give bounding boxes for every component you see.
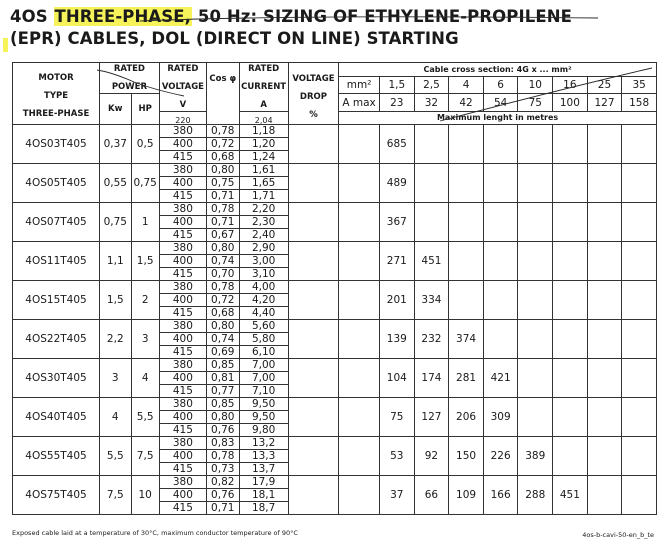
max-length-value: 421 xyxy=(483,359,518,398)
power-kw: 7,5 xyxy=(100,476,131,515)
power-hp: 5,5 xyxy=(131,398,159,437)
max-length-value xyxy=(587,242,622,281)
section-size-3: 6 xyxy=(483,77,518,94)
current-value: 18,1 xyxy=(239,489,288,502)
power-kw: 0,75 xyxy=(100,203,131,242)
max-length-value xyxy=(483,203,518,242)
max-length-value: 109 xyxy=(449,476,484,515)
voltage-value: 400 xyxy=(159,411,206,424)
max-length-value xyxy=(553,437,588,476)
voltage-drop-value xyxy=(288,281,338,320)
motor-type: 4OS07T405 xyxy=(13,203,100,242)
max-length-value xyxy=(518,242,553,281)
voltage-value: 400 xyxy=(159,333,206,346)
voltage-drop-value xyxy=(288,398,338,437)
max-length-value xyxy=(553,164,588,203)
max-length-value xyxy=(622,398,657,437)
cable-sizing-table xyxy=(12,62,657,515)
motor-type: 4OS03T405 xyxy=(13,125,100,164)
rated-label: RATED xyxy=(167,64,199,74)
three-phase-label: THREE-PHASE xyxy=(22,108,90,119)
max-length-value xyxy=(587,203,622,242)
header-max-length: Maximum lenght in metres xyxy=(339,112,657,125)
highlighter-mark xyxy=(3,38,8,52)
max-length-value xyxy=(449,164,484,203)
header-row xyxy=(13,63,657,77)
table-row xyxy=(13,281,657,294)
max-length-value: 489 xyxy=(380,164,415,203)
table-row xyxy=(13,125,657,138)
current-value: 9,50 xyxy=(239,398,288,411)
max-length-value xyxy=(622,242,657,281)
header-amax: A max xyxy=(339,94,380,112)
cos-value: 0,75 xyxy=(207,177,240,190)
max-length-value xyxy=(587,437,622,476)
max-length-value xyxy=(587,320,622,359)
max-length-value xyxy=(622,281,657,320)
motor-type: 4OS30T405 xyxy=(13,359,100,398)
max-length-value xyxy=(587,125,622,164)
cos-value: 0,78 xyxy=(207,450,240,463)
current-value: 2,90 xyxy=(239,242,288,255)
spacer-cell xyxy=(339,476,380,515)
rated-label: RATED xyxy=(248,64,280,74)
max-length-value xyxy=(587,398,622,437)
current-value: 9,80 xyxy=(239,424,288,437)
voltage-value: 400 xyxy=(159,294,206,307)
current-value: 1,20 xyxy=(239,138,288,151)
voltage-value: 400 xyxy=(159,177,206,190)
voltage-value: 380 xyxy=(159,359,206,372)
current-value: 2,30 xyxy=(239,216,288,229)
max-length-value xyxy=(449,203,484,242)
voltage-value: 415 xyxy=(159,385,206,398)
max-length-value xyxy=(622,437,657,476)
max-length-value xyxy=(587,281,622,320)
voltage-value: 415 xyxy=(159,463,206,476)
current-value: 5,80 xyxy=(239,333,288,346)
spacer-cell xyxy=(339,281,380,320)
current-value: 3,10 xyxy=(239,268,288,281)
max-length-value xyxy=(518,320,553,359)
power-kw: 4 xyxy=(100,398,131,437)
voltage-value: 380 xyxy=(159,242,206,255)
max-length-value xyxy=(414,164,449,203)
power-kw: 3 xyxy=(100,359,131,398)
max-length-value: 104 xyxy=(380,359,415,398)
motor-type: 4OS75T405 xyxy=(13,476,100,515)
voltage-value: 415 xyxy=(159,190,206,203)
amax-value-2: 42 xyxy=(449,94,484,112)
max-length-value xyxy=(587,476,622,515)
table-row xyxy=(13,164,657,177)
document-code: 4os-b-cavi-50-en_b_te xyxy=(582,531,654,539)
max-length-value xyxy=(553,242,588,281)
current-value: 1,24 xyxy=(239,151,288,164)
max-length-value: 374 xyxy=(449,320,484,359)
header-voltage-drop xyxy=(288,63,338,125)
current-value: 7,10 xyxy=(239,385,288,398)
current-value: 2,20 xyxy=(239,203,288,216)
cos-value: 0,81 xyxy=(207,372,240,385)
header-rated-current xyxy=(239,63,288,112)
voltage-value: 380 xyxy=(159,320,206,333)
cos-value: 0,72 xyxy=(207,294,240,307)
current-value: 4,40 xyxy=(239,307,288,320)
max-length-value xyxy=(622,476,657,515)
voltage-value: 415 xyxy=(159,151,206,164)
voltage-value: 400 xyxy=(159,450,206,463)
cos-value: 0,80 xyxy=(207,242,240,255)
max-length-value xyxy=(553,359,588,398)
header-motor-type xyxy=(13,63,100,125)
max-length-value: 281 xyxy=(449,359,484,398)
max-length-value xyxy=(449,125,484,164)
section-size-0: 1,5 xyxy=(380,77,415,94)
power-label: POWER xyxy=(111,82,148,92)
cos-value: 0,69 xyxy=(207,346,240,359)
current-value: 1,61 xyxy=(239,164,288,177)
power-kw: 0,37 xyxy=(100,125,131,164)
cos-value: 0,71 xyxy=(207,190,240,203)
max-length-value xyxy=(518,125,553,164)
title-line-1: 4OS THREE-PHASE, 50 Hz: SIZING OF ETHYLENE-PROPILENE xyxy=(10,7,573,26)
header-cos-phi: Cos φ xyxy=(207,63,240,125)
max-length-value xyxy=(483,164,518,203)
voltage-value: 415 xyxy=(159,229,206,242)
rated-label: RATED xyxy=(113,64,145,74)
max-length-value: 389 xyxy=(518,437,553,476)
max-length-value: 309 xyxy=(483,398,518,437)
voltage-drop-value xyxy=(288,125,338,164)
max-length-value xyxy=(518,398,553,437)
current-value: 7,00 xyxy=(239,359,288,372)
voltage-value: 380 xyxy=(159,437,206,450)
voltage-value: 400 xyxy=(159,138,206,151)
table-row xyxy=(13,203,657,216)
max-length-value: 451 xyxy=(553,476,588,515)
power-hp: 10 xyxy=(131,476,159,515)
max-length-value xyxy=(622,164,657,203)
current-value: 6,10 xyxy=(239,346,288,359)
amax-value-7: 158 xyxy=(622,94,657,112)
amax-value-4: 75 xyxy=(518,94,553,112)
header-mm2: mm² xyxy=(339,77,380,94)
max-length-value xyxy=(518,359,553,398)
amax-value-6: 127 xyxy=(587,94,622,112)
max-length-value xyxy=(587,164,622,203)
max-length-value: 139 xyxy=(380,320,415,359)
section-size-4: 10 xyxy=(518,77,553,94)
max-length-value xyxy=(622,203,657,242)
power-kw: 1,5 xyxy=(100,281,131,320)
power-kw: 5,5 xyxy=(100,437,131,476)
motor-type: 4OS11T405 xyxy=(13,242,100,281)
max-length-value: 37 xyxy=(380,476,415,515)
voltage-drop-value xyxy=(288,476,338,515)
voltage-value: 400 xyxy=(159,216,206,229)
header-rated-voltage xyxy=(159,63,206,112)
section-size-7: 35 xyxy=(622,77,657,94)
spacer-cell xyxy=(339,242,380,281)
table-row xyxy=(13,320,657,333)
amax-value-0: 23 xyxy=(380,94,415,112)
top-current: 2,04 xyxy=(239,112,288,125)
cos-value: 0,78 xyxy=(207,125,240,138)
cos-value: 0,71 xyxy=(207,216,240,229)
title-line-2: (EPR) CABLES, DOL (DIRECT ON LINE) STARTING xyxy=(10,29,459,48)
current-value: 5,60 xyxy=(239,320,288,333)
drop-label: DROP xyxy=(299,92,327,102)
cos-value: 0,68 xyxy=(207,151,240,164)
table-row xyxy=(13,398,657,411)
amax-value-3: 54 xyxy=(483,94,518,112)
power-hp: 1 xyxy=(131,203,159,242)
cos-value: 0,85 xyxy=(207,398,240,411)
voltage-value: 380 xyxy=(159,164,206,177)
cos-value: 0,80 xyxy=(207,164,240,177)
table-body xyxy=(13,63,657,515)
top-voltage: 220 xyxy=(159,112,206,125)
max-length-value xyxy=(449,242,484,281)
max-length-value: 685 xyxy=(380,125,415,164)
current-value: 1,71 xyxy=(239,190,288,203)
voltage-value: 400 xyxy=(159,489,206,502)
table-row xyxy=(13,476,657,489)
header-hp: HP xyxy=(131,94,159,125)
spacer-cell xyxy=(339,125,380,164)
max-length-value xyxy=(483,281,518,320)
voltage-drop-value xyxy=(288,359,338,398)
cos-value: 0,76 xyxy=(207,489,240,502)
spacer-cell xyxy=(339,203,380,242)
voltage-label: VOLTAGE xyxy=(292,74,335,84)
current-value: 2,40 xyxy=(239,229,288,242)
current-value: 13,3 xyxy=(239,450,288,463)
voltage-value: 380 xyxy=(159,476,206,489)
current-value: 7,00 xyxy=(239,372,288,385)
spacer-cell xyxy=(339,164,380,203)
voltage-value: 380 xyxy=(159,281,206,294)
spacer-cell xyxy=(339,437,380,476)
max-length-value: 75 xyxy=(380,398,415,437)
power-kw: 0,55 xyxy=(100,164,131,203)
max-length-value: 66 xyxy=(414,476,449,515)
current-label: CURRENT xyxy=(241,82,287,92)
current-value: 4,00 xyxy=(239,281,288,294)
percent-label: % xyxy=(309,110,318,120)
max-length-value xyxy=(449,281,484,320)
motor-type: 4OS55T405 xyxy=(13,437,100,476)
cos-value: 0,83 xyxy=(207,437,240,450)
cos-value: 0,70 xyxy=(207,268,240,281)
max-length-value xyxy=(553,281,588,320)
max-length-value xyxy=(483,320,518,359)
cos-value: 0,80 xyxy=(207,411,240,424)
power-hp: 0,75 xyxy=(131,164,159,203)
cos-value: 0,73 xyxy=(207,463,240,476)
max-length-value xyxy=(622,125,657,164)
section-size-5: 16 xyxy=(553,77,588,94)
current-value: 13,7 xyxy=(239,463,288,476)
cos-value: 0,78 xyxy=(207,203,240,216)
section-size-6: 25 xyxy=(587,77,622,94)
voltage-label: VOLTAGE xyxy=(161,82,204,92)
max-length-value xyxy=(553,320,588,359)
max-length-value: 174 xyxy=(414,359,449,398)
spacer-cell xyxy=(339,320,380,359)
voltage-value: 400 xyxy=(159,372,206,385)
power-hp: 0,5 xyxy=(131,125,159,164)
max-length-value xyxy=(553,125,588,164)
power-hp: 4 xyxy=(131,359,159,398)
current-value: 13,2 xyxy=(239,437,288,450)
spacer-cell xyxy=(339,359,380,398)
volt-unit: V xyxy=(179,100,187,110)
voltage-value: 415 xyxy=(159,346,206,359)
cos-value: 0,71 xyxy=(207,502,240,515)
motor-type: 4OS22T405 xyxy=(13,320,100,359)
amp-unit: A xyxy=(260,100,267,110)
max-length-value: 334 xyxy=(414,281,449,320)
max-length-value: 166 xyxy=(483,476,518,515)
max-length-value: 226 xyxy=(483,437,518,476)
voltage-value: 400 xyxy=(159,255,206,268)
current-value: 1,18 xyxy=(239,125,288,138)
page-title xyxy=(10,6,660,50)
voltage-value: 380 xyxy=(159,398,206,411)
amax-value-5: 100 xyxy=(553,94,588,112)
max-length-value xyxy=(518,203,553,242)
cos-value: 0,72 xyxy=(207,138,240,151)
table-row xyxy=(13,242,657,255)
cos-value: 0,76 xyxy=(207,424,240,437)
motor-type: 4OS05T405 xyxy=(13,164,100,203)
max-length-value xyxy=(553,398,588,437)
current-value: 9,50 xyxy=(239,411,288,424)
current-value: 18,7 xyxy=(239,502,288,515)
header-kw: Kw xyxy=(100,94,131,125)
current-value: 1,65 xyxy=(239,177,288,190)
max-length-value: 271 xyxy=(380,242,415,281)
cos-value: 0,74 xyxy=(207,333,240,346)
cos-value: 0,78 xyxy=(207,281,240,294)
motor-label: MOTOR xyxy=(38,72,74,83)
cos-value: 0,74 xyxy=(207,255,240,268)
max-length-value: 206 xyxy=(449,398,484,437)
footnote: Exposed cable laid at a temperature of 30°C, maximum conductor temperature of 90°C xyxy=(12,529,298,537)
voltage-value: 380 xyxy=(159,125,206,138)
section-size-2: 4 xyxy=(449,77,484,94)
cos-value: 0,85 xyxy=(207,359,240,372)
max-length-value: 150 xyxy=(449,437,484,476)
max-length-value xyxy=(414,203,449,242)
max-length-value xyxy=(622,359,657,398)
max-length-value xyxy=(483,125,518,164)
max-length-value: 451 xyxy=(414,242,449,281)
max-length-value: 53 xyxy=(380,437,415,476)
table-row xyxy=(13,359,657,372)
current-value: 4,20 xyxy=(239,294,288,307)
power-hp: 1,5 xyxy=(131,242,159,281)
cos-value: 0,82 xyxy=(207,476,240,489)
cos-value: 0,77 xyxy=(207,385,240,398)
voltage-drop-value xyxy=(288,242,338,281)
voltage-drop-value xyxy=(288,437,338,476)
max-length-value xyxy=(518,164,553,203)
max-length-value xyxy=(587,359,622,398)
current-value: 3,00 xyxy=(239,255,288,268)
title-highlight: THREE-PHASE, xyxy=(54,7,192,26)
section-size-1: 2,5 xyxy=(414,77,449,94)
power-kw: 1,1 xyxy=(100,242,131,281)
table-row xyxy=(13,437,657,450)
header-cross-section: Cable cross section: 4G x ... mm² xyxy=(339,63,657,77)
voltage-drop-value xyxy=(288,164,338,203)
max-length-value: 288 xyxy=(518,476,553,515)
voltage-value: 415 xyxy=(159,424,206,437)
max-length-value: 201 xyxy=(380,281,415,320)
voltage-value: 415 xyxy=(159,502,206,515)
cos-value: 0,80 xyxy=(207,320,240,333)
max-length-value: 127 xyxy=(414,398,449,437)
spacer-cell xyxy=(339,398,380,437)
max-length-value xyxy=(483,242,518,281)
power-hp: 7,5 xyxy=(131,437,159,476)
max-length-value: 232 xyxy=(414,320,449,359)
power-hp: 2 xyxy=(131,281,159,320)
cos-value: 0,68 xyxy=(207,307,240,320)
voltage-drop-value xyxy=(288,320,338,359)
max-length-value: 92 xyxy=(414,437,449,476)
max-length-value xyxy=(553,203,588,242)
voltage-value: 415 xyxy=(159,268,206,281)
type-label: TYPE xyxy=(44,90,69,101)
motor-type: 4OS15T405 xyxy=(13,281,100,320)
max-length-value xyxy=(414,125,449,164)
motor-type: 4OS40T405 xyxy=(13,398,100,437)
cos-value: 0,67 xyxy=(207,229,240,242)
voltage-value: 380 xyxy=(159,203,206,216)
power-hp: 3 xyxy=(131,320,159,359)
voltage-drop-value xyxy=(288,203,338,242)
header-rated-power xyxy=(100,63,160,94)
amax-value-1: 32 xyxy=(414,94,449,112)
max-length-value xyxy=(518,281,553,320)
power-kw: 2,2 xyxy=(100,320,131,359)
current-value: 17,9 xyxy=(239,476,288,489)
voltage-value: 415 xyxy=(159,307,206,320)
max-length-value xyxy=(622,320,657,359)
max-length-value: 367 xyxy=(380,203,415,242)
